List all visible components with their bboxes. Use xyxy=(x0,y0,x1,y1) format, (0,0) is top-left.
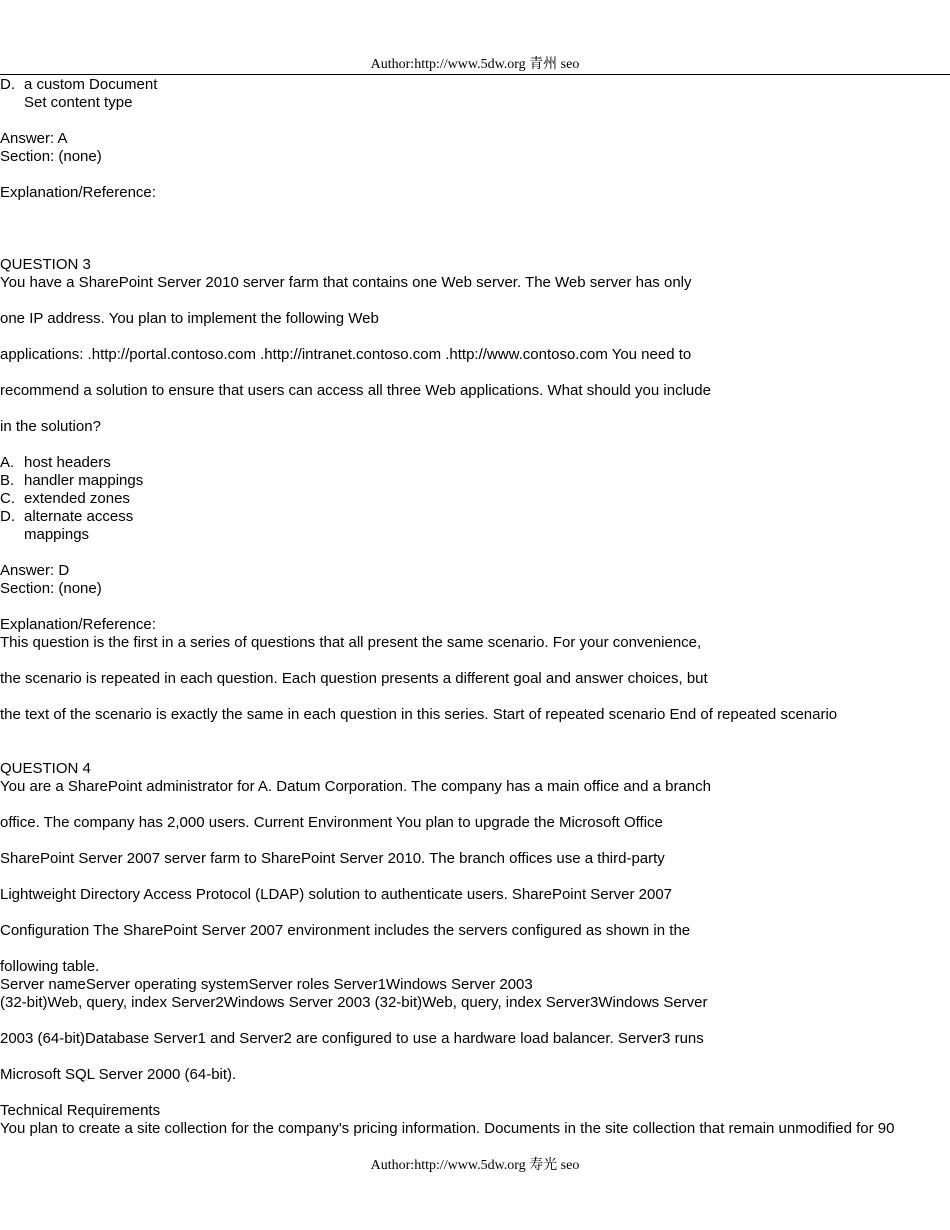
q3-paragraph: applications: .http://portal.contoso.com .http://intranet.contoso.com .http://www.contoso.com You need to xyxy=(0,346,692,363)
option-letter: D. xyxy=(0,508,15,525)
option-text: handler mappings xyxy=(24,472,144,489)
q4-paragraph: Configuration The SharePoint Server 2007 environment includes the servers configured as shown in the xyxy=(0,922,691,939)
option-text: extended zones xyxy=(24,490,130,507)
q4-table-text: Server nameServer operating systemServer roles Server1Windows Server 2003 xyxy=(0,976,533,993)
q3-option-b xyxy=(0,472,948,490)
q4-table-text: Microsoft SQL Server 2000 (64-bit). xyxy=(0,1066,237,1083)
option-letter: A. xyxy=(0,454,15,471)
option-letter: B. xyxy=(0,472,15,489)
q3-explanation-text: This question is the first in a series of questions that all present the same scenario. For your convenience, xyxy=(0,634,702,651)
q3-paragraph: recommend a solution to ensure that users can access all three Web applications. What should you include xyxy=(0,382,711,399)
section-value: (none) xyxy=(54,580,102,597)
q3-answer xyxy=(0,562,948,580)
q3-explanation-text: the text of the scenario is exactly the same in each question in this series. Start of repeated scenario End of repeated scenario xyxy=(0,706,838,723)
q3-explanation-label: Explanation/Reference: xyxy=(0,616,156,633)
q2-answer xyxy=(0,130,948,148)
answer-value: D xyxy=(54,562,70,579)
option-text-line1: alternate access xyxy=(24,508,134,525)
option-letter: D. xyxy=(0,76,15,93)
section-label: Section: xyxy=(0,580,55,597)
q4-paragraph: SharePoint Server 2007 server farm to SharePoint Server 2010. The branch offices use a third-party xyxy=(0,850,665,867)
page-header: Author:http://www.5dw.org 青州 seo xyxy=(370,57,580,72)
option-text xyxy=(24,76,157,112)
answer-label: Answer: xyxy=(0,130,55,147)
q3-paragraph: one IP address. You plan to implement the following Web xyxy=(0,310,379,327)
option-text-line2: Set content type xyxy=(24,94,133,111)
option-letter: C. xyxy=(0,490,15,507)
q4-tech-heading: Technical Requirements xyxy=(0,1102,161,1119)
option-text xyxy=(24,508,133,544)
answer-label: Answer: xyxy=(0,562,55,579)
q4-paragraph: following table. xyxy=(0,958,100,975)
q3-title: QUESTION 3 xyxy=(0,256,91,273)
header-divider xyxy=(0,74,950,75)
section-value: (none) xyxy=(54,148,102,165)
q4-paragraph: Lightweight Directory Access Protocol (LDAP) solution to authenticate users. SharePoint Server 2007 xyxy=(0,886,673,903)
q2-section xyxy=(0,148,948,166)
q2-explanation-label: Explanation/Reference: xyxy=(0,184,156,201)
option-text-line1: a custom Document xyxy=(24,76,158,93)
q3-option-d xyxy=(0,508,948,544)
q3-paragraph: You have a SharePoint Server 2010 server farm that contains one Web server. The Web server has only xyxy=(0,274,692,291)
q2-option-d xyxy=(0,76,948,112)
q3-section xyxy=(0,580,948,598)
option-text: host headers xyxy=(24,454,111,471)
q4-title: QUESTION 4 xyxy=(0,760,91,777)
q3-option-a xyxy=(0,454,948,472)
section-label: Section: xyxy=(0,148,55,165)
option-text-line2: mappings xyxy=(24,526,90,543)
q3-paragraph: in the solution? xyxy=(0,418,101,435)
q4-paragraph: office. The company has 2,000 users. Current Environment You plan to upgrade the Microsoft Office xyxy=(0,814,663,831)
document-body xyxy=(0,76,948,1138)
answer-value: A xyxy=(54,130,68,147)
q3-option-c xyxy=(0,490,948,508)
q3-explanation-text: the scenario is repeated in each question. Each question presents a different goal and answer choices, but xyxy=(0,670,708,687)
q4-tech-text: You plan to create a site collection for the company's pricing information. Documents in the site collection that remain unmodified for 90 xyxy=(0,1120,895,1137)
q4-table-text: 2003 (64-bit)Database Server1 and Server2 are configured to use a hardware load balancer. Server3 runs xyxy=(0,1030,704,1047)
q4-table-text: (32-bit)Web, query, index Server2Windows Server 2003 (32-bit)Web, query, index Server3Windows Server xyxy=(0,994,708,1011)
q4-paragraph: You are a SharePoint administrator for A. Datum Corporation. The company has a main office and a branch xyxy=(0,778,711,795)
page-footer: Author:http://www.5dw.org 寿光 seo xyxy=(370,1158,580,1173)
